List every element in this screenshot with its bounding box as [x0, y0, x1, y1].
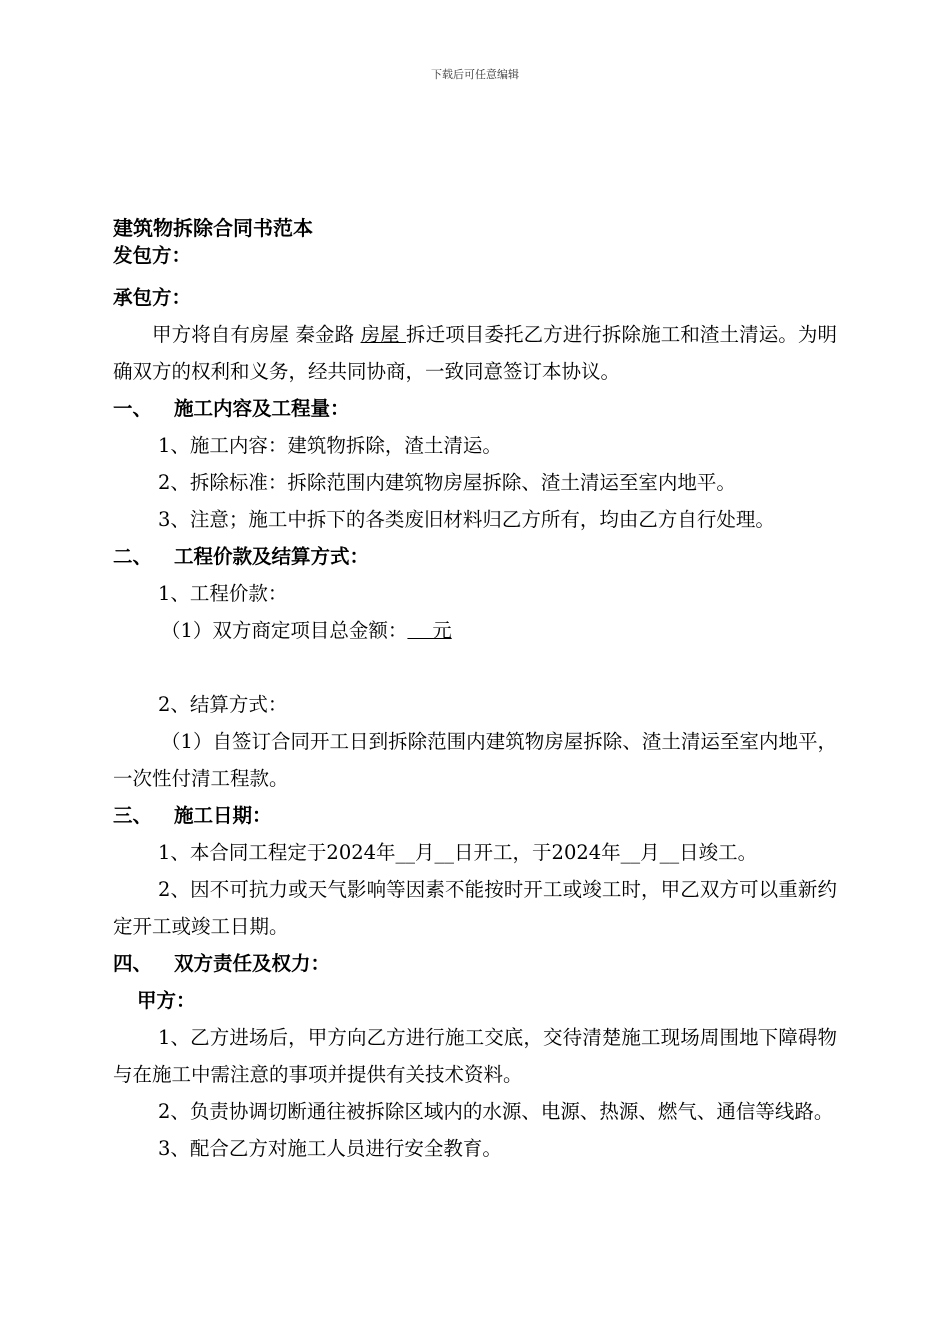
document-title: 建筑物拆除合同书范本 [113, 216, 313, 240]
party-a-label: 发包方： [113, 244, 192, 267]
section-4-heading [113, 945, 837, 982]
section-1-item-1: 1、施工内容：建筑物拆除，渣土清运。 [158, 434, 502, 457]
section-1-item-2: 2、拆除标准：拆除范围内建筑物房屋拆除、渣土清运至室内地平。 [158, 471, 736, 494]
page-header-note: 下载后可任意编辑 [431, 68, 519, 81]
section-4-number: 四、 [113, 952, 153, 975]
total-amount-value: 元 [407, 619, 452, 642]
section-3-number: 三、 [113, 804, 153, 827]
intro-text-1: 甲方将自有房屋 秦金路 [152, 323, 361, 346]
intro-text-2: 拆迁项目委托乙方进行拆除施工和渣土清运。为明确双方的权利和义务，经共同协商，一致同意签订本协议。 [113, 323, 837, 383]
total-amount-label: （1）双方商定项目总金额： [161, 619, 408, 642]
section-2-title: 工程价款及结算方式： [174, 545, 370, 568]
section-4-item-2: 2、负责协调切断通往被拆除区域内的水源、电源、热源、燃气、通信等线路。 [158, 1100, 834, 1123]
section-4-item-1: 1、乙方进场后，甲方向乙方进行施工交底，交待清楚施工现场周围地下障碍物与在施工中需注意的事项并提供有关技术资料。 [113, 1026, 837, 1086]
section-2-item-2: 2、结算方式： [158, 693, 288, 716]
intro-underlined: 房屋 [360, 323, 407, 346]
section-1-title: 施工内容及工程量： [174, 397, 350, 420]
section-1-item-3: 3、注意；施工中拆下的各类废旧材料归乙方所有，均由乙方自行处理。 [158, 508, 775, 531]
section-1-number: 一、 [113, 397, 153, 420]
section-4-title: 双方责任及权力： [174, 952, 331, 975]
document-body [113, 214, 837, 1167]
section-3-item-2: 2、因不可抗力或天气影响等因素不能按时开工或竣工时，甲乙双方可以重新约定开工或竣工日期。 [113, 878, 837, 938]
section-3-heading [113, 797, 837, 834]
section-2-item-1-sub [113, 612, 837, 649]
blank-spacer [113, 649, 837, 686]
section-4-item-3: 3、配合乙方对施工人员进行安全教育。 [158, 1137, 502, 1160]
section-2-item-1: 1、工程价款： [158, 582, 288, 605]
section-1-heading [113, 390, 837, 427]
section-2-number: 二、 [113, 545, 153, 568]
party-b-label: 承包方： [113, 286, 192, 309]
section-3-title: 施工日期： [174, 804, 272, 827]
section-2-item-2-sub: （1）自签订合同开工日到拆除范围内建筑物房屋拆除、渣土清运至室内地平，一次性付清工程款。 [113, 730, 837, 790]
section-3-item-1: 1、本合同工程定于2024年__月__日开工，于2024年__月__日竣工。 [158, 841, 758, 864]
intro-paragraph [113, 316, 837, 390]
section-2-heading [113, 538, 837, 575]
party-a-heading: 甲方： [137, 989, 196, 1012]
